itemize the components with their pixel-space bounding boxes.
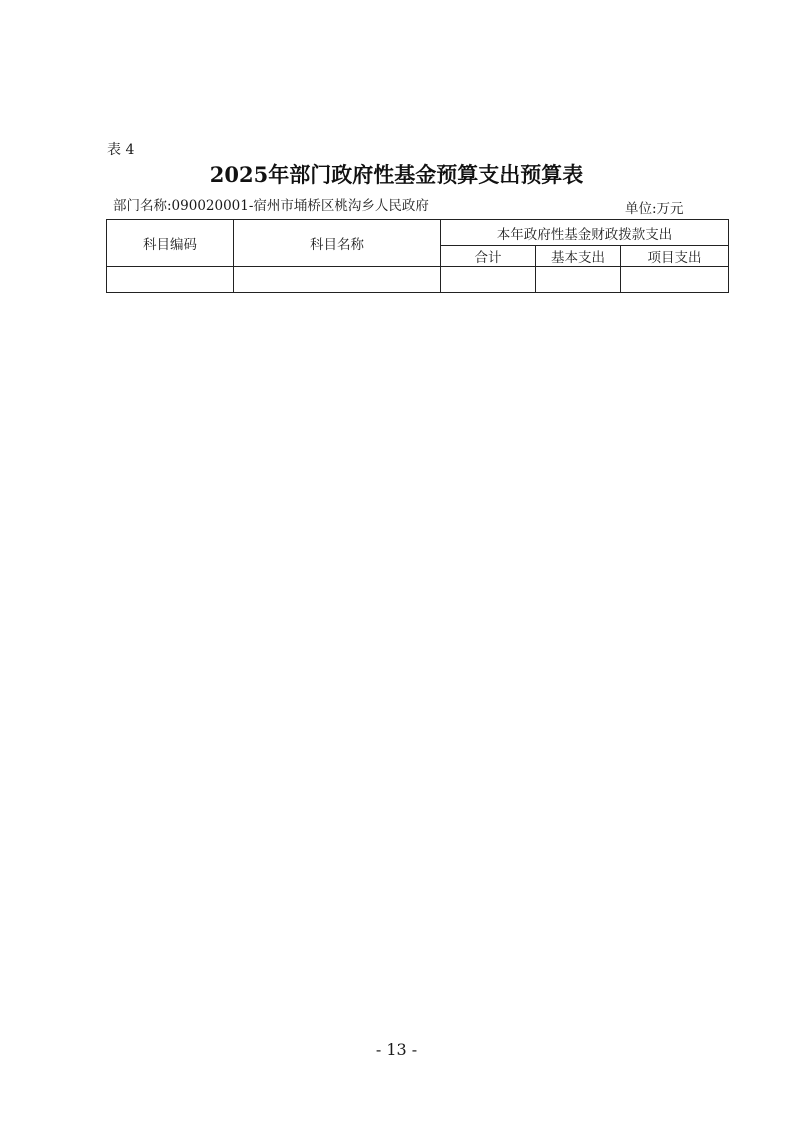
cell-total bbox=[441, 267, 536, 293]
cell-subject-name bbox=[234, 267, 441, 293]
column-header-basic-expense: 基本支出 bbox=[536, 246, 621, 267]
cell-basic-expense bbox=[536, 267, 621, 293]
unit-label: 单位:万元 bbox=[625, 201, 684, 217]
cell-project-expense bbox=[621, 267, 729, 293]
column-group-header: 本年政府性基金财政拨款支出 bbox=[441, 220, 729, 246]
cell-subject-code bbox=[107, 267, 234, 293]
column-header-subject-name: 科目名称 bbox=[234, 220, 441, 267]
table-row bbox=[107, 267, 729, 293]
column-header-total: 合计 bbox=[441, 246, 536, 267]
page-title: 2025年部门政府性基金预算支出预算表 bbox=[209, 162, 584, 187]
table-number: 表 4 bbox=[107, 142, 135, 158]
department-name: 部门名称:090020001-宿州市埇桥区桃沟乡人民政府 bbox=[113, 198, 429, 214]
page-number: - 13 - bbox=[375, 1040, 418, 1059]
column-header-subject-code: 科目编码 bbox=[107, 220, 234, 267]
column-header-project-expense: 项目支出 bbox=[621, 246, 729, 267]
budget-table bbox=[106, 219, 729, 293]
